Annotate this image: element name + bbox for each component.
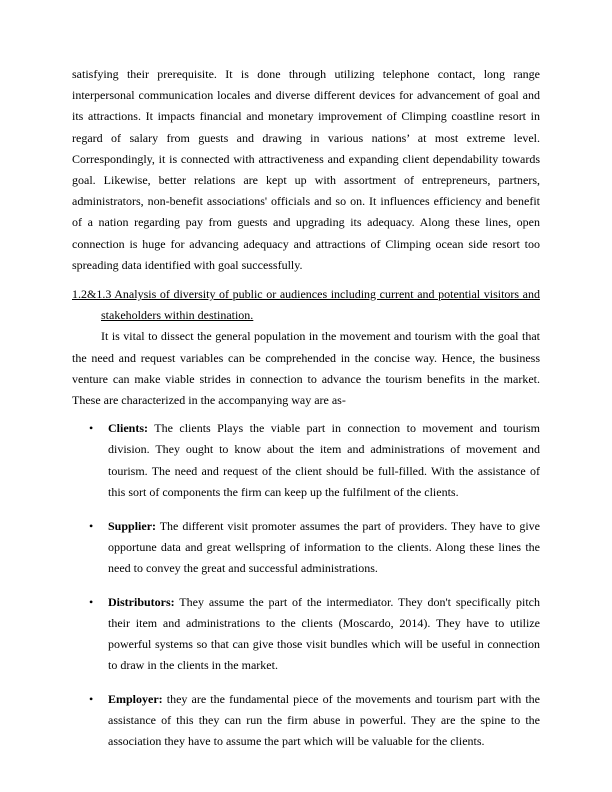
bullet-icon: • (89, 691, 94, 706)
body-paragraph: satisfying their prerequisite. It is done through utilizing telephone contact, long range interpersonal communication locales and diverse different devices for advancement of goal and its attractions. It impacts financial and monetary improvement of Climping coastline resort in regard of salary from guests and drawing in various nations’ at most extreme level. Correspondingly, it is connected with attractiveness and expanding client dependability towards goal. Likewise, better relations are kept up with assortment of entrepreneurs, partners, administrators, non-benefit associations' officials and so on. It influences efficiency and benefit of a nation regarding pay from guests and upgrading its adequacy. Along these lines, open connection is huge for advancing adequacy and attractions of Climping ocean side resort too spreading data identified with goal successfully. (72, 67, 540, 272)
document-page (72, 64, 540, 765)
bullet-text: The different visit promoter assumes the part of providers. They have to give opportune data and great wellspring of information to the clients. Along these lines the need to convey the great and successful administrations. (108, 518, 540, 575)
bullet-text: They assume the part of the intermediator. They don't specifically pitch their item and administrations to the clients (Moscardo, 2014). They have to utilize powerful systems so that can give those visit bundles which will be useful in connection to draw in the clients in the market. (108, 594, 540, 673)
list-item-supplier (72, 516, 540, 580)
list-item-clients (72, 418, 540, 503)
section-heading-text: 1.2&1.3 Analysis of diversity of public or audiences including current and potential visitors and stakeholders within destination. (72, 287, 540, 323)
list-item-distributors (72, 592, 540, 677)
bullet-term: Distributors: (108, 594, 175, 609)
bullet-text: The clients Plays the viable part in connection to movement and tourism division. They ought to know about the item and administrations of movement and tourism. The need and request of the client should be full-filled. With the assistance of this sort of components the firm can keep up the fulfilment of the clients. (108, 421, 540, 499)
bullet-term: Employer: (108, 691, 163, 706)
bullet-term: Supplier: (108, 518, 157, 533)
bullet-text: they are the fundamental piece of the movements and tourism part with the assistance of this they can run the firm abuse in powerful. They are the spine to the association they have to assume the part which will be valuable for the clients. (108, 691, 540, 749)
stakeholder-list (72, 418, 540, 752)
bullet-icon: • (89, 518, 94, 533)
list-item-employer (72, 689, 540, 753)
bullet-term: Clients: (108, 421, 148, 436)
intro-paragraph: It is vital to dissect the general population in the movement and tourism with the goal that the need and request variables can be comprehended in the concise way. Hence, the business venture can make viable strides in connection to advance the tourism benefits in the market. These are characterized in the accompanying way are as- (72, 329, 540, 408)
section-heading (72, 284, 540, 326)
bullet-icon: • (89, 421, 94, 436)
bullet-icon: • (89, 594, 94, 609)
